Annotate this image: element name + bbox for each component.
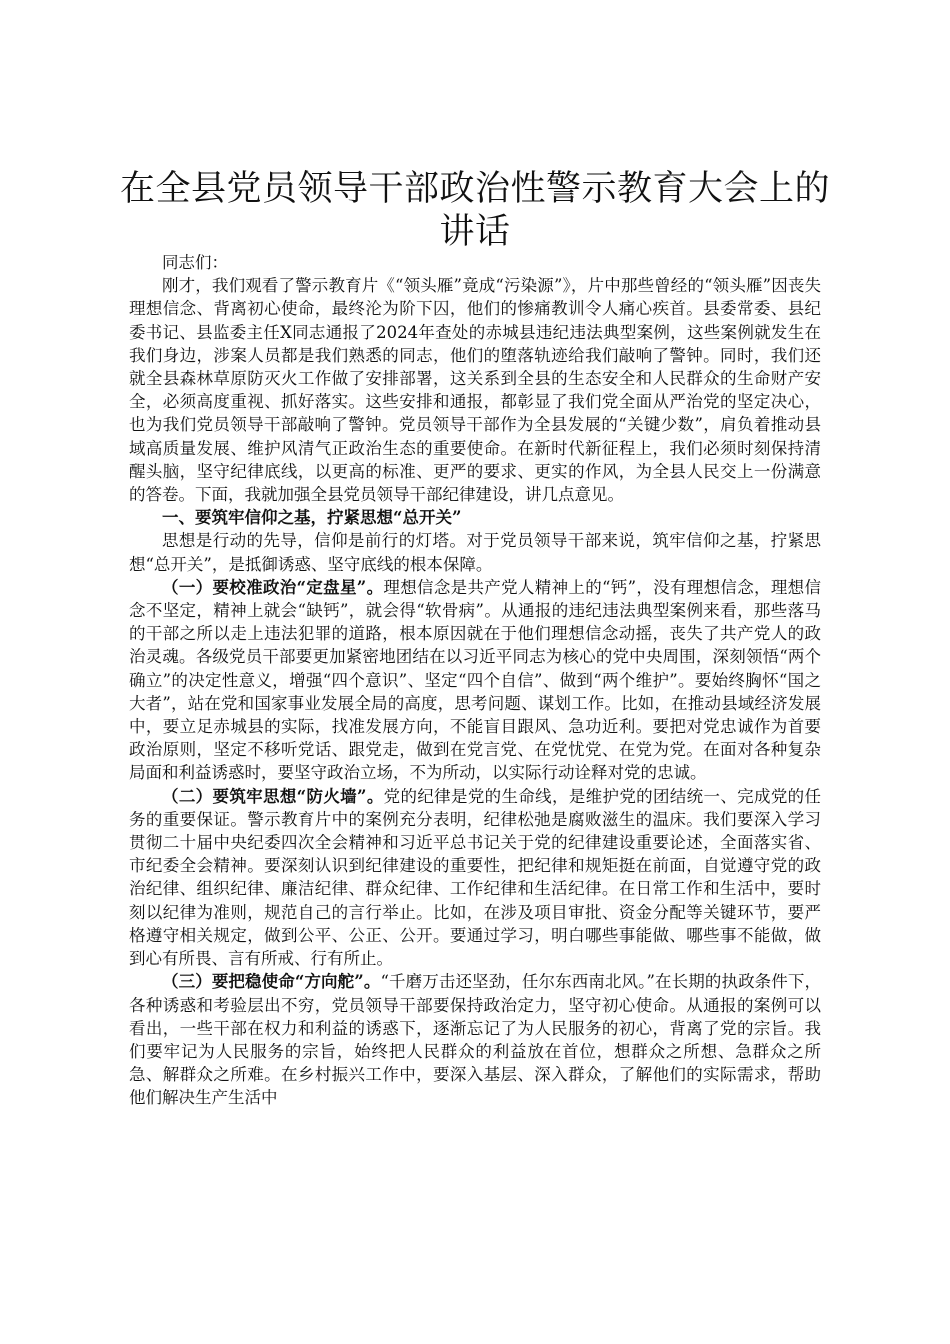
subsection-text: 党的纪律是党的生命线，是维护党的团结统一、完成党的任务的重要保证。警示教育片中的案例充分表明，纪律松弛是腐败滋生的温床。我们要深入学习贯彻二十届中央纪委四次全会精神和习近平总书记关于党的纪律建设重要论述，全面落实省、市纪委全会精神。要深刻认识到纪律建设的重要性，把纪律和规矩挺在前面，自觉遵守党的政治纪律、组织纪律、廉洁纪律、群众纪律、工作纪律和生活纪律。在日常工作和生活中，要时刻以纪律为准则，规范自己的言行举止。比如，在涉及项目审批、资金分配等关键环节，要严格遵守相关规定，做到公平、公正、公开。要通过学习，明白哪些事能做、哪些事不能做，做到心有所畏、言有所戒、行有所止。 xyxy=(129,786,821,969)
subsection-heading: （二）要筑牢思想“防火墙”。 xyxy=(162,786,384,806)
subsection-heading: （一）要校准政治“定盘星”。 xyxy=(162,577,384,597)
subsection-paragraph xyxy=(129,576,821,785)
section-intro-paragraph: 思想是行动的先导，信仰是前行的灯塔。对于党员领导干部来说，筑牢信仰之基，拧紧思想“总开关”，是抵御诱惑、坚守底线的根本保障。 xyxy=(129,531,821,574)
salutation: 同志们： xyxy=(162,253,228,272)
document-title: 在全县党员领导干部政治性警示教育大会上的讲话 xyxy=(120,169,831,252)
section-heading: 一、要筑牢信仰之基，拧紧思想“总开关” xyxy=(162,508,462,528)
subsection-heading: （三）要把稳使命“方向舵”。 xyxy=(162,972,381,992)
subsection-paragraph xyxy=(129,785,821,971)
subsection-text: 理想信念是共产党人精神上的“钙”，没有理想信念，理想信念不坚定，精神上就会“缺钙”，就会得“软骨病”。从通报的违纪违法典型案例来看，那些落马的干部之所以走上违法犯罪的道路，根本原因就在于他们理想信念动摇，丧失了共产党人的政治灵魂。各级党员干部要更加紧密地团结在以习近平同志为核心的党中央周围，深刻领悟“两个确立”的决定性意义，增强“四个意识”、坚定“四个自信”、做到“两个维护”。要始终胸怀“国之大者”，站在党和国家事业发展全局的高度，思考问题、谋划工作。比如，在推动县域经济发展中，要立足赤城县的实际，找准发展方向，不能盲目跟风、急功近利。要把对党忠诚作为首要政治原则，坚定不移听党话、跟党走，做到在党言党、在党忧党、在党为党。在面对各种复杂局面和利益诱惑时，要坚守政治立场，不为所动，以实际行动诠释对党的忠诚。 xyxy=(129,577,821,783)
intro-paragraph: 刚才，我们观看了警示教育片《“领头雁”竟成“污染源”》，片中那些曾经的“领头雁”因丧失理想信念、背离初心使命，最终沦为阶下囚，他们的惨痛教训令人痛心疾首。县委常委、县纪委书记、县监委主任X同志通报了2024年查处的赤城县违纪违法典型案例，这些案例就发生在我们身边，涉案人员都是我们熟悉的同志，他们的堕落轨迹给我们敲响了警钟。同时，我们还就全县森林草原防灭火工作做了安排部署，这关系到全县的生态安全和人民群众的生命财产安全，必须高度重视、抓好落实。这些安排和通报，都彰显了我们党全面从严治党的坚定决心，也为我们党员领导干部敲响了警钟。党员领导干部作为全县发展的“关键少数”，肩负着推动县域高质量发展、维护风清气正政治生态的重要使命。在新时代新征程上，我们必须时刻保持清醒头脑，坚守纪律底线，以更高的标准、更严的要求、更实的作风，为全县人民交上一份满意的答卷。下面，我就加强全县党员领导干部纪律建设，讲几点意见。 xyxy=(129,276,821,505)
document-body xyxy=(129,251,821,1110)
subsection-paragraph xyxy=(129,970,821,1109)
subsection-text: “千磨万击还坚劲，任尔东西南北风。”在长期的执政条件下，各种诱惑和考验层出不穷，党员领导干部要保持政治定力，坚守初心使命。从通报的案例可以看出，一些干部在权力和利益的诱惑下，逐渐忘记了为人民服务的初心，背离了党的宗旨。我们要牢记为人民服务的宗旨，始终把人民群众的利益放在首位，想群众之所想、急群众之所急、解群众之所难。在乡村振兴工作中，要深入基层、深入群众，了解他们的实际需求，帮助他们解决生产生活中 xyxy=(129,972,821,1108)
